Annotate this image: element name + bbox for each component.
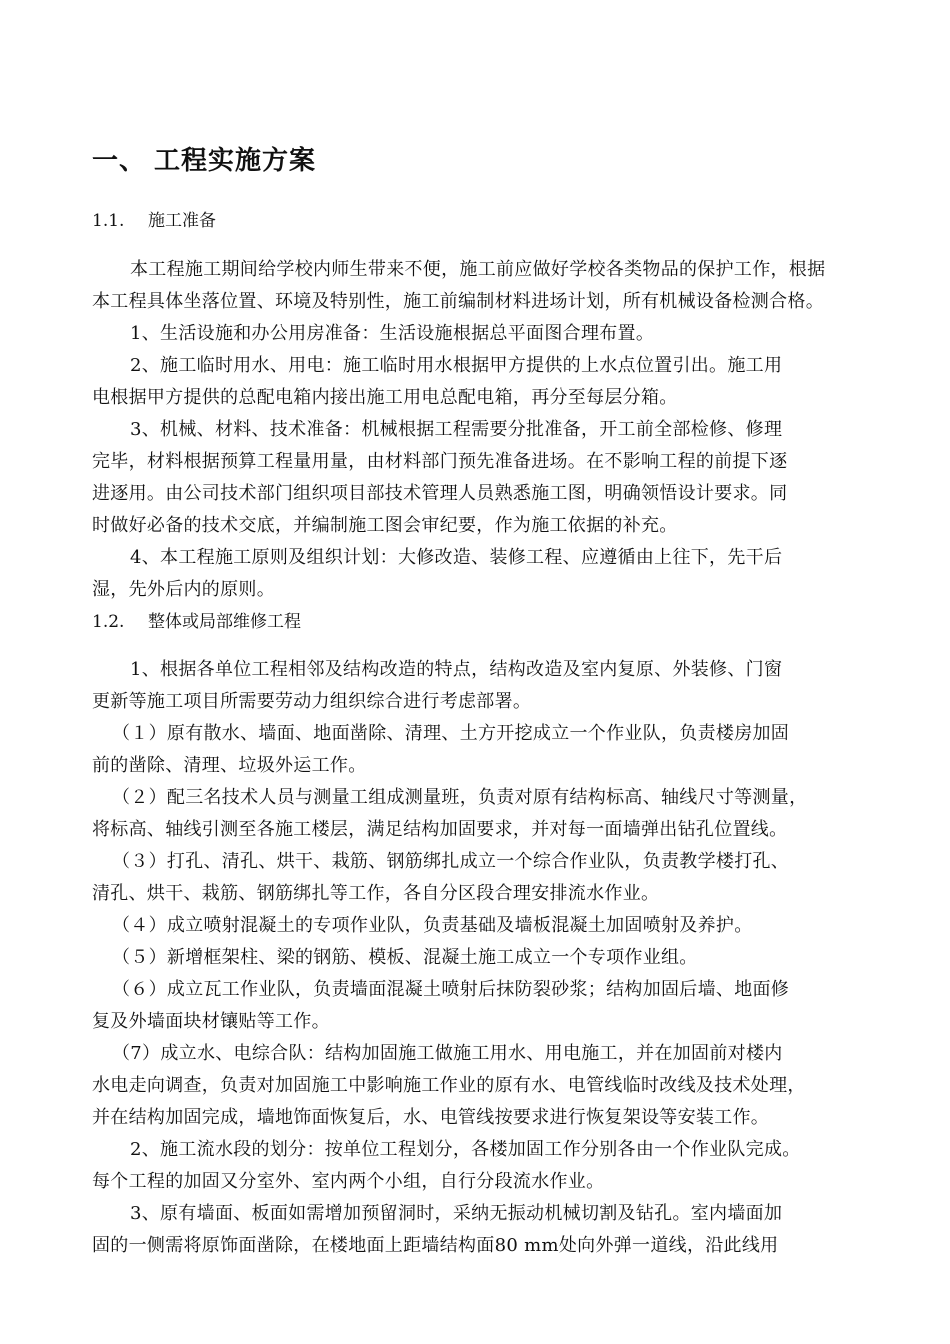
paragraph-line: 3、原有墙面、板面如需增加预留洞时，采纳无振动机械切割及钻孔。室内墙面加: [130, 1203, 783, 1224]
paragraph-line: 水电走向调查，负责对加固施工中影响施工作业的原有水、电管线临时改线及技术处理，: [92, 1075, 806, 1096]
paragraph-line: （7）成立水、电综合队：结构加固施工做施工用水、用电施工，并在加固前对楼内: [112, 1043, 783, 1064]
paragraph-line: 3、机械、材料、技术准备：机械根据工程需要分批准备，开工前全部检修、修理: [130, 419, 783, 440]
paragraph-line: （６）成立瓦工作业队，负责墙面混凝土喷射后抹防裂砂浆；结构加固后墙、地面修: [112, 979, 790, 1000]
paragraph-line: 前的凿除、清理、垃圾外运工作。: [92, 755, 367, 776]
paragraph-line: 1、根据各单位工程相邻及结构改造的特点，结构改造及室内复原、外装修、门窗: [130, 659, 783, 680]
paragraph-line: 湿，先外后内的原则。: [92, 579, 275, 600]
section-heading-1-1: [92, 206, 216, 231]
paragraph-line: （３）打孔、清孔、烘干、栽筋、钢筋绑扎成立一个综合作业队，负责教学楼打孔、: [112, 851, 790, 872]
paragraph-line: 并在结构加固完成，墙地饰面恢复后，水、电管线按要求进行恢复架设等安装工作。: [92, 1107, 770, 1128]
section-number: 1.1.: [92, 211, 125, 231]
paragraph-line: 4、本工程施工原则及组织计划：大修改造、装修工程、应遵循由上往下，先干后: [130, 547, 783, 568]
paragraph-line: （１）原有散水、墙面、地面凿除、清理、土方开挖成立一个作业队，负责楼房加固: [112, 723, 790, 744]
section-number: 1.2.: [92, 612, 125, 632]
paragraph-line: 固的一侧需将原饰面凿除，在楼地面上距墙结构面80 mm处向外弹一道线，沿此线用: [92, 1235, 779, 1256]
paragraph-line: 完毕，材料根据预算工程量用量，由材料部门预先准备进场。在不影响工程的前提下逐: [92, 451, 788, 472]
section-heading-1-2: [92, 607, 301, 632]
chapter-heading: [92, 140, 316, 177]
paragraph-line: 将标高、轴线引测至各施工楼层，满足结构加固要求，并对每一面墙弹出钻孔位置线。: [92, 819, 788, 840]
paragraph-line: 每个工程的加固又分室外、室内两个小组，自行分段流水作业。: [92, 1171, 605, 1192]
paragraph-line: （５）新增框架柱、梁的钢筋、模板、混凝土施工成立一个专项作业组。: [112, 947, 698, 968]
paragraph-line: 2、施工临时用水、用电：施工临时用水根据甲方提供的上水点位置引出。施工用: [130, 355, 783, 376]
paragraph-line: 本工程施工期间给学校内师生带来不便，施工前应做好学校各类物品的保护工作，根据: [130, 259, 826, 280]
paragraph-line: （２）配三名技术人员与测量工组成测量班，负责对原有结构标高、轴线尺寸等测量，: [112, 787, 808, 808]
paragraph-line: 更新等施工项目所需要劳动力组织综合进行考虑部署。: [92, 691, 532, 712]
chapter-title: 工程实施方案: [154, 146, 317, 176]
paragraph-line: 复及外墙面块材镶贴等工作。: [92, 1011, 330, 1032]
section-title: 整体或局部维修工程: [148, 612, 301, 632]
paragraph-line: （４）成立喷射混凝土的专项作业队，负责基础及墙板混凝土加固喷射及养护。: [112, 915, 753, 936]
paragraph-line: 本工程具体坐落位置、环境及特别性，施工前编制材料进场计划，所有机械设备检测合格。: [92, 291, 824, 312]
paragraph-line: 电根据甲方提供的总配电箱内接出施工用电总配电箱，再分至每层分箱。: [92, 387, 678, 408]
paragraph-line: 清孔、烘干、栽筋、钢筋绑扎等工作，各自分区段合理安排流水作业。: [92, 883, 660, 904]
paragraph-line: 1、生活设施和办公用房准备：生活设施根据总平面图合理布置。: [130, 323, 655, 344]
paragraph-line: 进逐用。由公司技术部门组织项目部技术管理人员熟悉施工图，明确领悟设计要求。同: [92, 483, 788, 504]
paragraph-line: 时做好必备的技术交底，并编制施工图会审纪要，作为施工依据的补充。: [92, 515, 678, 536]
section-title: 施工准备: [148, 211, 216, 231]
chapter-number: 一、: [92, 146, 147, 176]
paragraph-line: 2、施工流水段的划分：按单位工程划分，各楼加固工作分别各由一个作业队完成。: [130, 1139, 801, 1160]
